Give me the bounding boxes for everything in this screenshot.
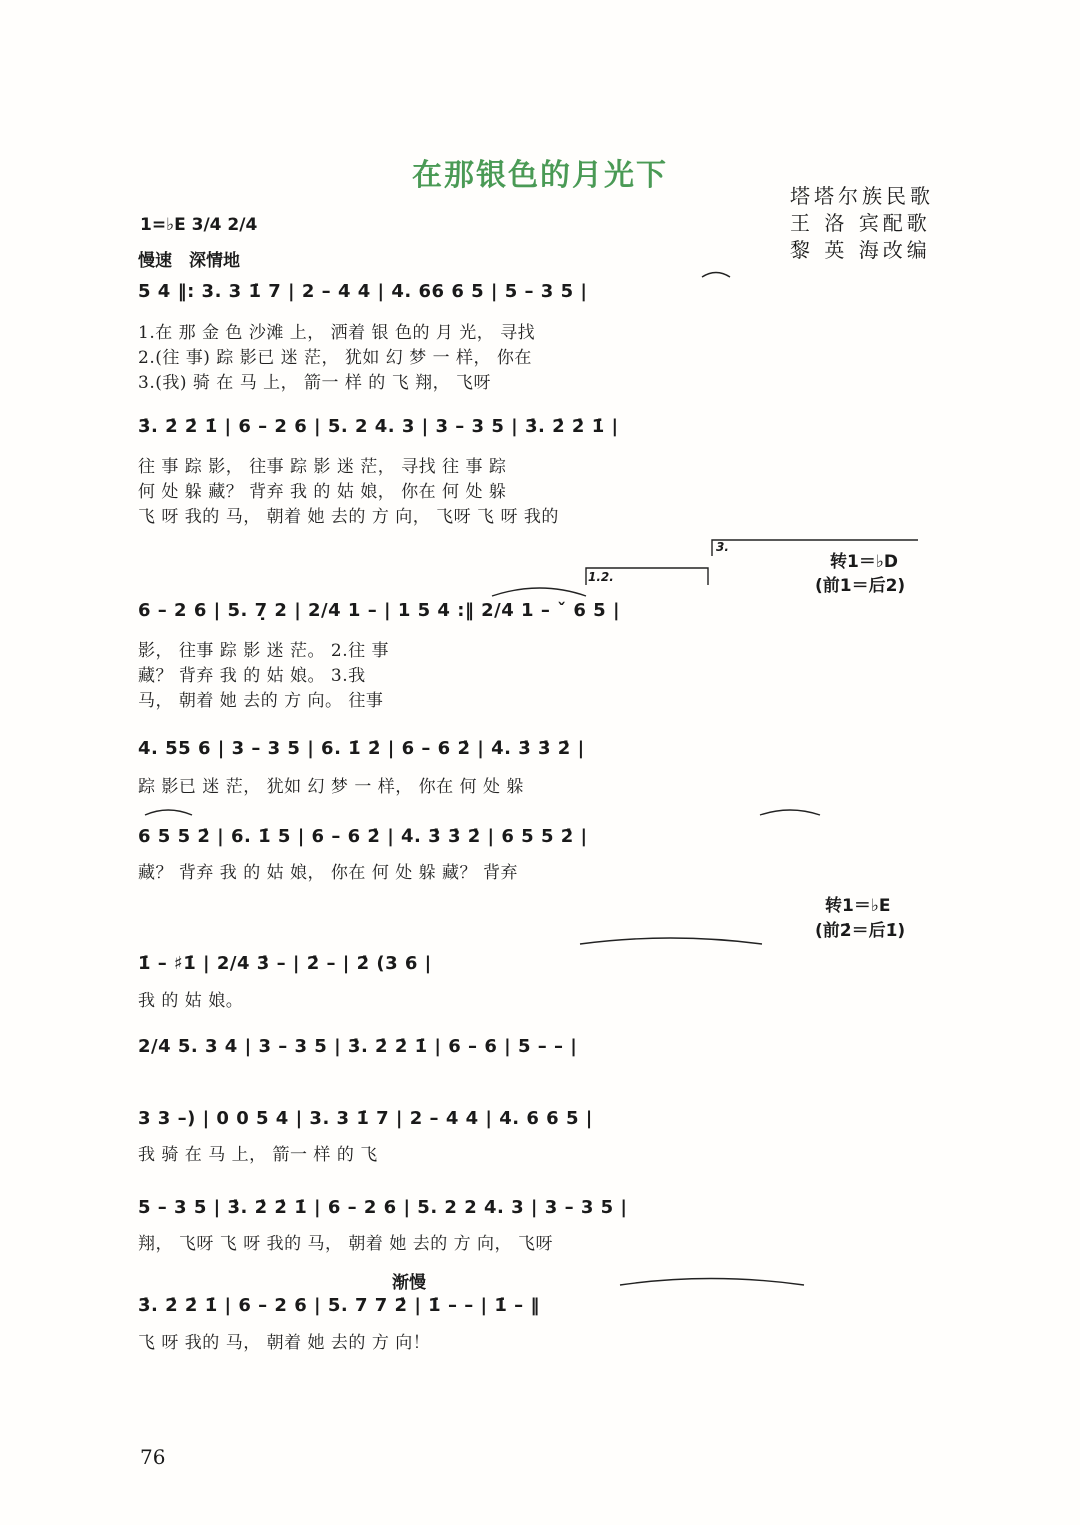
lyrics-line-4: 踪 影已 迷 茫， 犹如 幻 梦 一 样， 你在 何 处 躲 [138, 777, 524, 797]
lyrics-line-1b: 2.(往 事) 踪 影已 迷 茫， 犹如 幻 梦 一 样， 你在 [138, 348, 532, 368]
lyrics-line-1a: 1.在 那 金 色 沙滩 上， 洒着 银 色的 月 光， 寻找 [138, 323, 536, 343]
tempo-change-marking: 渐慢 [392, 1273, 426, 1293]
tie-5 [145, 810, 192, 815]
lyrics-line-10: 飞 呀 我的 马， 朝着 她 去的 方 向！ [138, 1333, 431, 1353]
credit-lyricist: 王 洛 宾配歌 [790, 211, 931, 235]
notes-line-6: 1̇ – ♯1̇ | 2/4 3̇ – | 2̇ – | 2̇ (3 6 | [138, 953, 432, 974]
lyrics-line-1c: 3.(我) 骑 在 马 上， 箭一 样 的 飞 翔， 飞呀 [138, 373, 492, 393]
song-title: 在那银色的月光下 [412, 158, 668, 193]
lyrics-line-2c: 飞 呀 我的 马， 朝着 她 去的 方 向， 飞呀 飞 呀 我的 [138, 507, 559, 527]
notes-line-10: 3̇. 2̇ 2̇ 1̇ | 6 – 2 6 | 5. 7 7 2̇ | 1̇ – – | 1̇ – ‖ [138, 1295, 540, 1316]
lyrics-line-2a: 往 事 踪 影， 往事 踪 影 迷 茫， 寻找 往 事 踪 [138, 457, 507, 477]
tie-6 [760, 810, 820, 815]
tie-4 [620, 1279, 804, 1286]
modulation-1-relation: (前1＝后2) [815, 576, 906, 596]
tempo-marking: 慢速 深情地 [138, 251, 240, 271]
notes-line-7: 2/4 5. 3 4 | 3 – 3 5 | 3̇. 2̇ 2̇ 1̇ | 6 – 6 | 5 – – | [138, 1036, 578, 1057]
page-number: 76 [140, 1445, 166, 1469]
notes-line-8: 3 3 –) | 0 0 5 4 | 3. 3 1̇ 7 | 2 – 4 4 | 4. 6 6 5 | [138, 1108, 593, 1129]
notes-line-2: 3̇. 2̇ 2̇ 1̇ | 6 – 2 6 | 5. 2 4. 3 | 3 – 3 5 | 3̇. 2̇ 2̇ 1̇ | [138, 416, 619, 437]
credit-origin: 塔塔尔族民歌 [790, 184, 934, 208]
modulation-1: 转1＝♭D [830, 552, 898, 572]
lyrics-line-2b: 何 处 躲 藏？ 背弃 我 的 姑 娘， 你在 何 处 躲 [138, 482, 507, 502]
tie-1 [492, 588, 586, 596]
modulation-2: 转1＝♭E [825, 896, 891, 916]
lyrics-line-9: 翔， 飞呀 飞 呀 我的 马， 朝着 她 去的 方 向， 飞呀 [138, 1234, 553, 1254]
lyrics-line-8: 我 骑 在 马 上， 箭一 样 的 飞 [138, 1145, 378, 1165]
lyrics-line-3a: 影， 往事 踪 影 迷 茫。 2.往 事 [138, 641, 390, 661]
notes-line-4: 4. 55 6 | 3 – 3 5 | 6. 1̇ 2̇ | 6 – 6 2̇ | 4̇. 3̇ 3̇ 2̇ | [138, 738, 585, 759]
modulation-2-relation: (前2̇＝后1̇) [815, 921, 906, 941]
volta-1-2: 1.2. [588, 570, 614, 584]
notes-line-9: 5 – 3 5 | 3̇. 2̇ 2̇ 1̇ | 6 – 2 6 | 5. 2 2 4. 3 | 3 – 3 5 | [138, 1197, 628, 1218]
credit-arranger: 黎 英 海改编 [790, 238, 931, 262]
volta-3: 3. [716, 540, 729, 554]
tie-2 [702, 273, 730, 278]
key-signature: 1=♭E 3/4 2/4 [140, 215, 258, 235]
lyrics-line-3c: 马， 朝着 她 去的 方 向。 往事 [138, 691, 384, 711]
lyrics-line-3b: 藏？ 背弃 我 的 姑 娘。 3.我 [138, 666, 366, 686]
lyrics-line-6: 我 的 姑 娘。 [138, 991, 244, 1011]
notes-line-1: 5 4 ‖: 3. 3 1̇ 7 | 2 – 4 4 | 4. 66 6 5 | 5 – 3 5 | [138, 281, 588, 302]
notes-line-3: 6 – 2 6 | 5. 7̣ 2 | 2/4 1 – | 1 5 4 :‖ 2/4 1 – ˇ 6 5 | [138, 600, 621, 621]
lyrics-line-5: 藏？ 背弃 我 的 姑 娘， 你在 何 处 躲 藏？ 背弃 [138, 863, 518, 883]
notes-line-5: 6 5 5 2̇ | 6. 1̇ 5 | 6 – 6 2̇ | 4̇. 3̇ 3̇ 2̇ | 6 5 5 2̇ | [138, 826, 588, 847]
tie-3 [580, 938, 762, 944]
